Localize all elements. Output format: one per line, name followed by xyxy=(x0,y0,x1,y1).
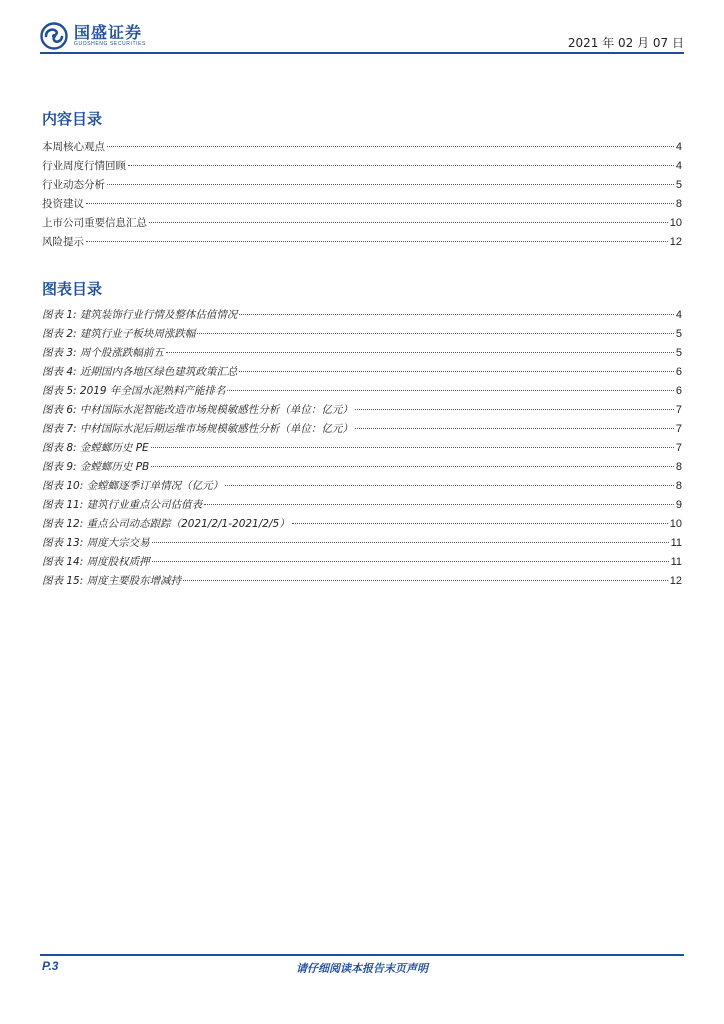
entry-page-number: 11 xyxy=(670,556,682,568)
contents-entry[interactable] xyxy=(42,139,682,158)
dot-leader xyxy=(149,222,668,223)
dot-leader xyxy=(152,542,669,543)
figure-entry[interactable] xyxy=(42,421,682,440)
entry-label: 图表 9: 金螳螂历史 PB xyxy=(42,461,150,473)
entry-page-number: 4 xyxy=(675,160,682,172)
entry-page-number: 5 xyxy=(675,347,682,359)
entry-label: 图表 1: 建筑装饰行业行情及整体估值情况 xyxy=(42,309,238,321)
figure-entry[interactable] xyxy=(42,364,682,383)
dot-leader xyxy=(151,447,674,448)
page-header xyxy=(40,22,684,54)
dot-leader xyxy=(151,466,674,467)
figure-entry[interactable] xyxy=(42,326,682,345)
contents-entry[interactable] xyxy=(42,158,682,177)
dot-leader xyxy=(86,203,674,204)
figure-entry[interactable] xyxy=(42,516,682,535)
entry-page-number: 12 xyxy=(669,236,682,248)
guosheng-logo-icon xyxy=(40,22,68,50)
dot-leader xyxy=(239,371,673,372)
entry-page-number: 10 xyxy=(669,518,682,530)
entry-label: 风险提示 xyxy=(42,236,84,248)
figure-entry[interactable] xyxy=(42,497,682,516)
dot-leader xyxy=(227,390,673,391)
dot-leader xyxy=(128,165,674,166)
entry-page-number: 5 xyxy=(675,328,682,340)
contents-title: 内容目录 xyxy=(42,110,103,128)
entry-label: 行业动态分析 xyxy=(42,179,105,191)
entry-label: 图表 12: 重点公司动态跟踪（2021/2/1-2021/2/5） xyxy=(42,518,290,530)
logo-english-name: GUOSHENG SECURITIES xyxy=(74,41,146,47)
figure-entry[interactable] xyxy=(42,554,682,573)
entry-page-number: 11 xyxy=(670,537,682,549)
entry-label: 图表 14: 周度股权质押 xyxy=(42,556,150,568)
entry-label: 上市公司重要信息汇总 xyxy=(42,217,147,229)
entry-page-number: 7 xyxy=(675,423,682,435)
entry-label: 图表 7: 中材国际水泥后期运维市场规模敏感性分析（单位：亿元） xyxy=(42,423,353,435)
dot-leader xyxy=(86,241,668,242)
contents-entry[interactable] xyxy=(42,234,682,253)
dot-leader xyxy=(292,523,668,524)
dot-leader xyxy=(197,333,673,334)
figure-entry[interactable] xyxy=(42,573,682,592)
entry-page-number: 7 xyxy=(675,404,682,416)
dot-leader xyxy=(107,146,674,147)
logo-chinese-name: 国盛证券 xyxy=(74,23,143,42)
entry-label: 图表 11: 建筑行业重点公司估值表 xyxy=(42,499,203,511)
contents-entry[interactable] xyxy=(42,177,682,196)
dot-leader xyxy=(183,580,668,581)
footer-disclaimer: 请仔细阅读本报告末页声明 xyxy=(296,962,428,975)
header-divider xyxy=(40,52,684,54)
entry-page-number: 9 xyxy=(675,499,682,511)
entry-page-number: 8 xyxy=(675,461,682,473)
dot-leader xyxy=(166,352,674,353)
figures-title: 图表目录 xyxy=(42,280,103,298)
dot-leader xyxy=(225,485,674,486)
entry-label: 图表 6: 中材国际水泥智能改造市场规模敏感性分析（单位：亿元） xyxy=(42,404,353,416)
entry-page-number: 6 xyxy=(675,385,682,397)
dot-leader xyxy=(107,184,674,185)
entry-label: 图表 4: 近期国内各地区绿色建筑政策汇总 xyxy=(42,366,238,378)
contents-entry[interactable] xyxy=(42,215,682,234)
dot-leader xyxy=(204,504,674,505)
entry-label: 本周核心观点 xyxy=(42,141,105,153)
dot-leader xyxy=(239,314,673,315)
figure-entry[interactable] xyxy=(42,440,682,459)
dot-leader xyxy=(355,428,674,429)
entry-page-number: 5 xyxy=(675,179,682,191)
entry-label: 行业周度行情回顾 xyxy=(42,160,126,172)
footer-divider xyxy=(40,954,684,956)
entry-page-number: 4 xyxy=(675,309,682,321)
entry-page-number: 8 xyxy=(675,198,682,210)
figure-entry[interactable] xyxy=(42,383,682,402)
entry-page-number: 6 xyxy=(675,366,682,378)
dot-leader xyxy=(355,409,674,410)
entry-label: 图表 5: 2019 年全国水泥熟料产能排名 xyxy=(42,385,226,397)
figure-entry[interactable] xyxy=(42,307,682,326)
figure-entry[interactable] xyxy=(42,459,682,478)
report-date: 2021 年 02 月 07 日 xyxy=(567,36,684,50)
page-number: P.3 xyxy=(42,959,59,973)
entry-label: 图表 2: 建筑行业子板块周涨跌幅 xyxy=(42,328,196,340)
entry-label: 图表 10: 金螳螂逐季订单情况（亿元） xyxy=(42,480,224,492)
figures-list xyxy=(42,307,682,592)
entry-label: 图表 13: 周度大宗交易 xyxy=(42,537,150,549)
figure-entry[interactable] xyxy=(42,402,682,421)
entry-label: 投资建议 xyxy=(42,198,84,210)
contents-list xyxy=(42,139,682,253)
figure-entry[interactable] xyxy=(42,535,682,554)
contents-entry[interactable] xyxy=(42,196,682,215)
entry-label: 图表 3: 周个股涨跌幅前五 xyxy=(42,347,164,359)
figure-entry[interactable] xyxy=(42,478,682,497)
entry-page-number: 8 xyxy=(675,480,682,492)
figure-entry[interactable] xyxy=(42,345,682,364)
company-logo xyxy=(40,22,146,50)
entry-page-number: 4 xyxy=(675,141,682,153)
entry-label: 图表 15: 周度主要股东增减持 xyxy=(42,575,182,587)
entry-page-number: 7 xyxy=(675,442,682,454)
entry-label: 图表 8: 金螳螂历史 PE xyxy=(42,442,149,454)
entry-page-number: 10 xyxy=(669,217,682,229)
dot-leader xyxy=(152,561,669,562)
entry-page-number: 12 xyxy=(669,575,682,587)
